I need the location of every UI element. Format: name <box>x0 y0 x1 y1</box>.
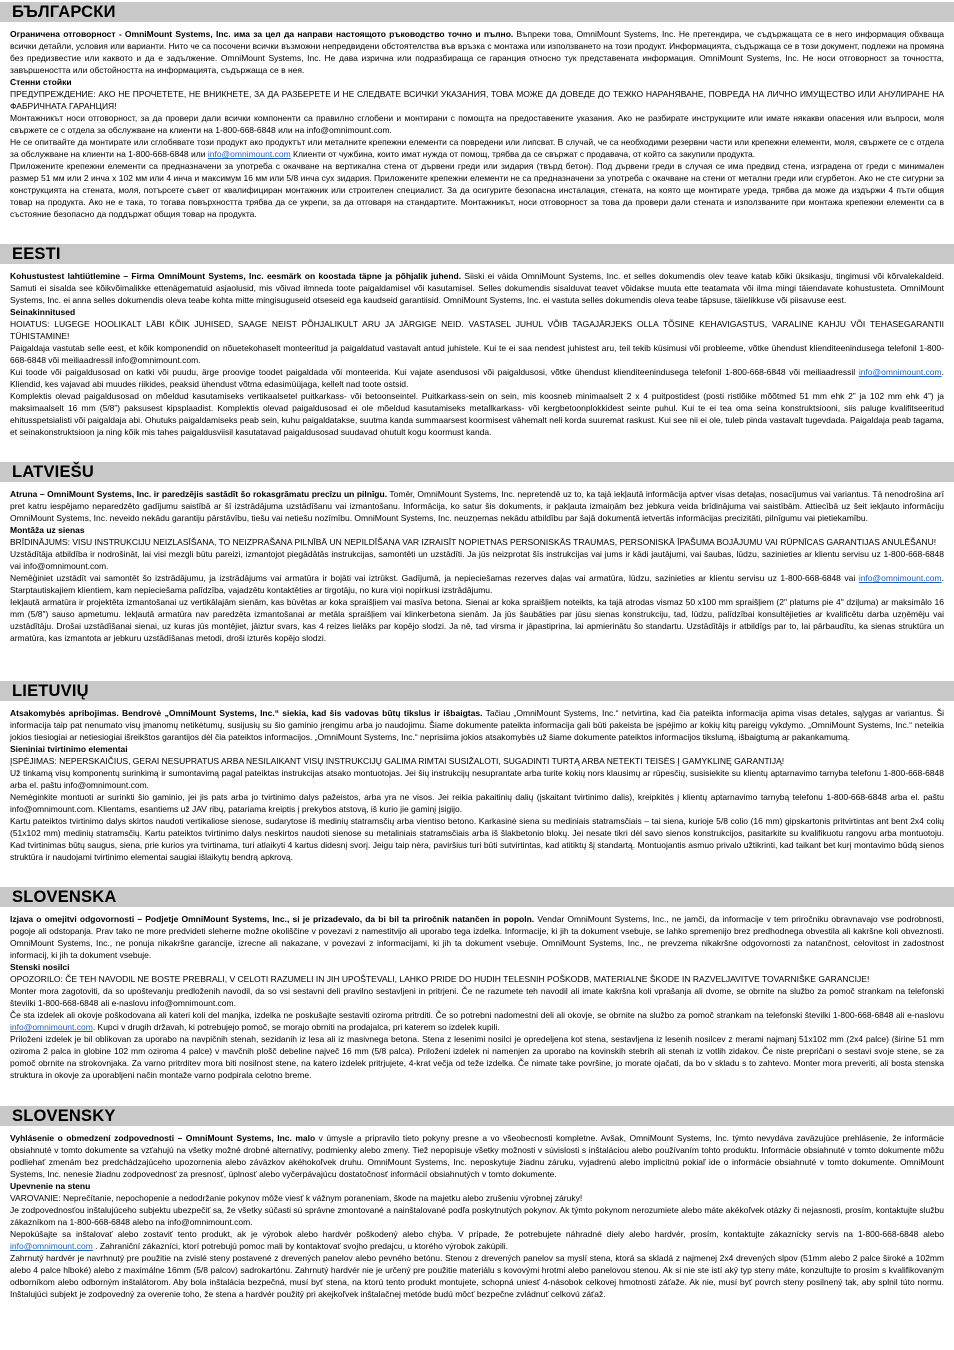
section-subtitle: Sieniniai tvirtinimo elementai <box>10 744 128 754</box>
section-body <box>0 1126 954 1300</box>
disclaimer-paragraph <box>10 707 944 743</box>
disclaimer-text: Tomēr, OmniMount Systems, Inc. nepretendē uz to, ka tajā iekļautā informācija aptver visas detaļas, nosacījumus vai variantus. Tā nenodrošina arī pret katru iespējamo neparedzēto gadījumu saistībā ar šī izstrādājuma uzstādīšanu vai izmantošanu. Informācija, ko satur šis dokuments, ir pakļauta izmaiņām bez jebkura veida brīdinājuma vai saistībām. Attiecībā uz šeit iekļauto informāciju OmniMount Systems, Inc. neveido nekādu garantiju pārstāvību, tiešu vai netiešu nozīmību. OmniMount Systems, Inc. neuzņemas nekādu atbildību par šajā dokumentā ietvertās informācijas precizitāti, pilnīgumu vai pietiekamību. <box>10 489 945 523</box>
parts-text: Nemēģiniet uzstādīt vai samontēt šo izstrādājumu, ja izstrādājums vai armatūra ir bojāti vai iztrūkst. Gadījumā, ja nepieciešamas rezerves daļas vai armatūra, lūdzu, sazinieties ar klientu servisu uz 1-800-668-6848 vai <box>10 573 859 583</box>
parts-text-end: . Starptautiskajiem klientiem, kam nepieciešama palīdzība, vajadzētu kontaktēties ar tirgotāju, no kura viņi nopirkusi izstrādājumu. <box>10 573 944 595</box>
responsibility-paragraph: Uzstādītāja atbildība ir nodrošināt, lai visi mezgli būtu pareizi, izmantojot piegādātās instrukcijas, samontēti un uzstādīti. Ja jūs neizprotat šīs instrukcijas vai jums ir kādi jautājumi, vai šaubas, lūdzu, sazinieties ar klientu servisu uz 1-800-668-6848 vai info@omnimount.com. <box>10 549 944 571</box>
wall-paragraph: Komplektis olevad paigaldusosad on mõeldud kasutamiseks vertikaalsetel puitkarkass- või betoonseintel. Puitkarkass-sein on sein, mis koosneb minimaalselt 2 x 4 puitpostidest (posti ristlõike mõõtmed 51 mm ehk 2” ja 102 mm ehk 4”) ja maksimaalselt 16 mm (5/8”) paksusest kipsplaadist. Komplektis olevad paigaldusosad ei ole mõeldud kasutamiseks metallkarkass- või kergbetoonplokkidest seinte puhul. Kui te ei tea oma seina konstruktsiooni, siis paluge kvalifitseeritud ehitusspetsialisti või paigaldaja abi. Ohutuks paigaldamiseks peab sein, kuhu paigaldatakse, suutma kanda summaarsest koormisest vähemalt neli korda suuremat raskust. Kui see nii ei ole, tuleb pinda vastavalt tugevdada. Paigaldaja peab tagama, et seinakonstruktsioon ja ning kõik mis tahes paigaldusviisil kasutatavad paigaldusosad suudavad ohutult kogu koormust kanda. <box>10 391 944 437</box>
disclaimer-paragraph <box>10 1132 944 1180</box>
section-body <box>0 264 954 438</box>
parts-paragraph <box>10 791 944 815</box>
disclaimer-paragraph <box>10 488 944 524</box>
support-email-link[interactable]: info@omnimount.com <box>10 1022 93 1032</box>
section-subtitle: Стенни стойки <box>10 77 72 87</box>
warning-text: HOIATUS: LUGEGE HOOLIKALT LÄBI KÕIK JUHISED, SAAGE NEIST PÕHJALIKULT ARU JA JÄRGIGE NEID. VASTASEL JUHUL VÕIB TAGAJÄRJEKS OLLA TÕSINE KEHAVIGASTUS, VARALINE KAHJU VÕI TEHASEGARANTII TÜHISTAMINE! <box>10 319 944 341</box>
section-body <box>0 701 954 863</box>
section-body <box>0 22 954 220</box>
disclaimer-text: Siiski ei väida OmniMount Systems, Inc. et selles dokumendis olev teave katab kõiki üksikasju, tingimusi või kõrvalekaldeid. Samuti ei sisalda see kõikvõimalikke ettenägematuid asjaolusid, mis võivad ilmneda toote paigaldamisel või kasutamisel. Selles dokumendis sisalduvat teavet võidakse muuta ette teatamata või ilma mingi täiendavate kohustusteta. OmniMount Systems, Inc. ei anna selles dokumendis oleva teabe kohta mitte mingisuguseid otseseid ega kaudseid garantiisid. OmniMount Systems, Inc. ei vastuta selles dokumendis oleva teabe täpsuse, täielikkuse või piisavuse eest. <box>10 271 944 305</box>
section-header: БЪЛГАРСКИ <box>0 2 954 22</box>
warning-text: BRĪDINĀJUMS: VISU INSTRUKCIJU NEIZLASĪŠANA, TO NEIZPRAŠANA PILNĪBĀ UN NEPILDĪŠANA VAR IZRAISĪT NOPIETNAS PERSONISKĀS TRAUMAS, PERSONISKĀ ĪPAŠUMA BOJĀJUMU VAI RŪPNĪCAS GARANTIJAS ANULĒŠANU! <box>10 537 937 547</box>
parts-text-end: Клиенти от чужбина, които имат нужда от помощ, трябва да се свържат с продавача, от който са закупили продукта. <box>290 149 756 159</box>
support-email-link[interactable]: info@omnimount.com <box>858 367 942 377</box>
disclaimer-text: Vendar OmniMount Systems, Inc., ne jamči, da informacije v tem priročniku obravnavajo vse podrobnosti, pogoje ali odstopanja. Prav tako ne more predvideti slehernе možne okoliščine v povezavi z namestitvijo ali uporabo tega izdelka. Informacije, ki jih ta dokument vsebuje, se lahko spremenijo brez predhodnega obvestila ali kakršne koli obveznosti. OmniMount Systems, Inc., ne ponuja nikakršne garancije, izrecne ali nakazane, v povezavi z informacijami, ki jih ta dokument vsebuje. OmniMount Systems, Inc., ne prevzema nikakršne odgovornosti za natančnost, celovitost in zadostnost informacij, ki jih ta dokument vsebuje. <box>10 914 944 960</box>
section-header: SLOVENSKY <box>0 1106 954 1126</box>
disclaimer-lead: Vyhlásenie o obmedzení zodpovednosti – OmniMount Systems, Inc. malo <box>10 1133 316 1143</box>
parts-text: Nemėginkite montuoti ar surinkti šio gaminio, jei jis pats arba jo tvirtinimo dalys pažeistos, arba yra ne visos. Jei reikia pakaitinių dalių (įskaitant tvirtinimo dalis), kreipkitės į klientų aptarnavimo tarnybą telefonu 1-800-668-6848 arba el. paštu info@omnimount.com. Klientams, esantiems už JAV ribų, patariama kreiptis į prekybos atstovą, iš kurio jie gaminį įsigijo. <box>10 792 944 814</box>
responsibility-paragraph: Už tinkamą visų komponentų surinkimą ir sumontavimą pagal pateiktas instrukcijas atsako montuotojas. Jei šių instrukcijų nesuprantate arba turite kokių nors klausimų ar rūpesčių, susisiekite su klientų aptarnavimo tarnyba telefonu 1-800-668-6848 arba el. paštu info@omnimount.com. <box>10 768 944 790</box>
parts-paragraph <box>10 366 944 390</box>
disclaimer-text: Tačiau „OmniMount Systems, Inc.“ netvirtina, kad čia pateikta informacija apima visas detales, sąlygas ar variantus. Ši informacija taip pat nenumato visų įmanomų netikėtumų, susijusių su šio gaminio įrengimu arba jo naudojimu. Šiame dokumente pateikta informacija gali būti pakeista be įspėjimo ar kokių kitų pareigų vykdymo. „OmniMount Systems, Inc.“ neteikia jokios tiesiogiai ar netiesiogiai išreikštos garantijos dėl čia pateiktos informacijos. „OmniMount Systems, Inc.“ neprisiima jokios atsakomybės už šiame dokumente pateiktos informacijos tikslumą, išbaigtumą ar pakankamumą. <box>10 708 945 742</box>
section-lithuanian <box>0 681 954 863</box>
parts-paragraph <box>10 1009 944 1033</box>
disclaimer-text: Въпреки това, OmniMount Systems, Inc. Не претендира, че съдържащата се в него информация обхваща всички детайли, условия или варианти. Нито че са посочени всички възможни непредвидени обстоятелства във връзка с монтажа или използването на този продукт. Информацията, съдържаща се в този документ, подлежи на промяна без предизвестие или каквото и да е задължение. OmniMount Systems, Inc. Не дава изрична или подразбираща се гаранция относно тук представената информация. OmniMount Systems, Inc. Не носи отговорност за точността, завършеността или обстойността на информацията, съдържаща се в нея. <box>10 29 944 75</box>
warning-text: VAROVANIE: Neprečítanie, nepochopenie a nedodržanie pokynov môže viesť k vážnym poraneniam, škode na majetku alebo zrušeniu výrobnej záruky! <box>10 1193 583 1203</box>
parts-text: Kui toode või paigaldusosad on katki või puudu, ärge proovige toodet paigaldada või monteerida. Kui vajate asendusosi või paigaldusosi, võtke ühendust klienditeenindusega telefonil 1-800-668-6848 või meiliaadressil <box>10 367 859 377</box>
section-body <box>0 482 954 644</box>
parts-text-end: . Kupci v drugih državah, ki potrebujejo pomoč, se morajo obrniti na prodajalca, pri katerem so izdelek kupili. <box>92 1022 500 1032</box>
disclaimer-text: v úmysle a pripravilo tieto pokyny presne a vo všeobecnosti kompletne. Avšak, OmniMount Systems, Inc. týmto nevydáva zaväzujúce prehlásenie, že informácie obsiahnuté v tomto dokumente sa vzťahujú na všetky možné drobné alternatívy, podmienky alebo zmeny. Tiež nepopisuje všetky možnosti v súvislosti s inštaláciou alebo používaním tohto produktu. Informácie obsiahnuté v tomto dokumente môžu podliehať zmenám bez predchádzajúceho upozornenia alebo záväzkov akéhokoľvek druhu. OmniMount Systems, Inc. neposkytuje žiadnu záruku, vyjadrenú alebo implicitnú pokiaľ ide o informácie obsiahnuté v tomto dokumente. OmniMount Systems, Inc. nenesie žiadnu zodpovednosť za presnosť, úplnosť alebo vyčerpávajúcu dostatočnosť informácií obsiahnutých v tomto dokumente. <box>10 1133 944 1179</box>
responsibility-paragraph: Монтажникът носи отговорност, за да провери дали всички компоненти са правилно сглобени и монтирани с помощта на предоставените указания. Ако не разбирате инструкциите или имате някакви опасения или въпроси, моля свържете се с отдела за обслужване на клиенти на 1-800-668-6848 или на info@omnimount.com. <box>10 113 944 135</box>
parts-text: Не се опитвайте да монтирате или сглобявате този продукт ако продуктът или металните крепежни елементи са повредени или липсват. В случай, че са необходими резервни части или крепежни елементи, моля, свържете се с отдела за обслужване на клиенти на 1-800-668-6848 или <box>10 137 944 159</box>
section-slovenian <box>0 887 954 1081</box>
warning-text: ПРЕДУПРЕЖДЕНИЕ: АКО НЕ ПРОЧЕТЕТЕ, НЕ ВНИКНЕТЕ, ЗА ДА РАЗБЕРЕТЕ И НЕ СЛЕДВАТЕ ВСИЧКИ УКАЗАНИЯ, ТОВА МОЖЕ ДА ДОВЕДЕ ДО ТЕЖКО НАРАНЯВАНЕ, ПОВРЕДА НА ЛИЧНО ИМУЩЕСТВО ИЛИ АНУЛИРАНЕ НА ФАБРИЧНАТА ГАРАНЦИЯ! <box>10 89 944 111</box>
wall-paragraph: Priloženi izdelek je bil oblikovan za uporabo na navpičnih stenah, sezidanih iz lesa ali iz masivnega betona. Stena z lesenimi nosilci je opredeljena kot stena, sestavljena iz lesenih nosilcev z merami najmanj 51x102 mm (2x4 palce) (širine 51 mm oziroma 2 palca in globine 102 mm oziroma 4 palce) v mavčnih plošč debeline največ 16 mm (5/8 palca). Priloženi izdelek ni namenjen za uporabo na kovinskih stebrih ali stenah iz votlih zidakov. Če niste prepričani o sestavi svoje stene, se za pomoč obrnite na strokovnjaka. Za varno pritrditev mora biti nosilnost stene, na katero izdelek pritrjujete, 4-krat večja od teže izdelka. Če nimate take površine, jo morate ojačati, da bo v skladu s to zahtevo. Monter mora preveriti, ali bosta stenska struktura in okovje za uporabljeni način montaže varno podpirala celotno breme. <box>10 1034 944 1080</box>
section-subtitle: Stenski nosilci <box>10 962 70 972</box>
disclaimer-paragraph <box>10 913 944 961</box>
disclaimer-lead: Ограничена отговорност - OmniMount Systems, Inc. има за цел да направи настоящото ръководство точно и пълно. <box>10 29 514 39</box>
section-header: LIETUVIŲ <box>0 681 954 701</box>
disclaimer-lead: Izjava o omejitvi odgovornosti – Podjetje OmniMount Systems, Inc., si je prizadevalo, da bi bil ta priročnik natančen in popoln. <box>10 914 535 924</box>
section-body <box>0 907 954 1081</box>
section-bulgarian <box>0 2 954 220</box>
wall-paragraph: Kartu pateiktos tvirtinimo dalys skirtos naudoti vertikaliose sienose, sudarytose iš medinių statramsčių arba vientiso betono. Karkasinė siena su mediniais statramsčiais – tai siena, kurioje 5/8 colio (16 mm) gipskartonis pritvirtintas ant bent 2x4 colių (51x102 mm) medinių statramsčių. Kartu pateiktos tvirtinimo dalys neskirtos naudoti sienose su metaliniais statramsčiais arba iš šlakbetonio blokų. Jei nesate tikri dėl savo sienos konstrukcijos, pasitarkite su kvalifikuotu rangovu arba montuotoju. Kad tvirtinimas būtų saugus, siena, prie kurios yra tvirtinama, turi atlaikyti 4 kartus didesnį svorį. Jeigu taip nėra, paviršius turi būti sutvirtintas, kad atitiktų šį standartą. Montuojantis asmuo privalo užtikrinti, kad taikant bet kurį montavimo būdą sienos struktūra ir naudojami tvirtinimo elementai saugiai išlaikytų bendrą apkrovą. <box>10 816 944 862</box>
parts-paragraph <box>10 136 944 160</box>
wall-paragraph: Приложените крепежни елементи са предназначени за употреба с окачване на вертикална стена от дървени греди или зидария (твърд бетон). Под дървени греди в случая се има предвид стена, изградена от греди с минимален размер 51 мм или 2 инча х 102 мм или 4 инча и максимум 16 мм или 5/8 инча сух зидария. Приложените крепежни елементи не са предназначени за употреба с окачване на стени от метални греди или сгурбетон. Ако не сте сигурни за конструкцията на стената, моля, потърсете съвет от квалифициран монтажник или строителен специалист. За да осигурите безопасна инсталация, стената, на която ще монтирате уреда, трябва да може да издържи 4 пъти общия товар на продукта. Ако не е така, то тогава повърхността трябва да се укрепи, за да отговаря на стандартите. Монтажникът, носи отговорност за това да провери дали стената и използваните при монтажа крепежни елементи са в състояние безопасно да поддържат общия товар на продукта. <box>10 161 944 219</box>
disclaimer-lead: Kohustustest lahtiütlemine – Firma OmniMount Systems, Inc. eesmärk on koostada täpne ja põhjalik juhend. <box>10 271 462 281</box>
warning-text: ĮSPĖJIMAS: NEPERSKAIČIUS, GERAI NESUPRATUS ARBA NESILAIKANT VISŲ INSTRUKCIJŲ GALIMA RIMTAI SUSIŽALOTI, SUGADINTI TURTĄ ARBA NETEKTI TEISĖS Į GAMYKLINĘ GARANTIJĄ! <box>10 756 785 766</box>
disclaimer-lead: Atsakomybės apribojimas. Bendrovė „OmniMount Systems, Inc.“ siekia, kad šis vadovas būtų tikslus ir išbaigtas. <box>10 708 483 718</box>
responsibility-paragraph: Monter mora zagotoviti, da so upoštevanju predloženih navodil, da so vsi sestavni deli pravilno sestavljeni in pritrjeni. Če ne razumete teh navodil ali imate kakršna koli vprašanja ali dvome, se obrnite na službo za pomoč strankam na telefonski številki 1-800-668-6848 ali e-naslovu info@omnimount.com. <box>10 986 944 1008</box>
section-header: SLOVENSKA <box>0 887 954 907</box>
section-subtitle: Montāža uz sienas <box>10 525 85 535</box>
section-slovak <box>0 1106 954 1300</box>
section-subtitle: Upevnenie na stenu <box>10 1181 91 1191</box>
parts-text: Če sta izdelek ali okovje poškodovana ali kateri koli del manjka, izdelka ne poskušajte sestaviti oziroma pritrditi. Če so potrebni nadomestni deli ali okovje, se obrnite na službo za pomoč strankam na telefonski številki 1-800-668-6848 ali e-naslovu <box>10 1010 944 1020</box>
warning-text: OPOZORILO: ČE TEH NAVODIL NE BOSTE PREBRALI, V CELOTI RAZUMELI IN JIH UPOŠTEVALI, LAHKO PRIDE DO HUDIH TELESNIH POŠKODB, MATERIALNE ŠKODE IN RAZVELJAVITVE TOVARNIŠKE GARANCIJE! <box>10 974 870 984</box>
wall-paragraph: Iekļautā armatūra ir projektēta izmantošanai uz vertikālajām sienām, kas būvētas ar koka spraišļiem vai masīva betona. Sienai ar koka spraišļiem noteikts, ka tajā atrodas vismaz 50 x100 mm spraišļiem (2" platums pie 4" dziļuma) ar maksimālo 16 mm (5/8") sauso apmetumu. Iekļautā armatūra nav paredzēta izmantošanai ar metāla spraišļiem vai klinkerbetona sienām. Ja jūs šaubāties par jūsu sienas konstrukciju, tad, lūdzu, palīdzībai konsultējieties ar kvalificētu darba uzņēmēju vai uzstādītāju. Drošai uzstādīšanai sienai, uz kuras jūs montējiet, jāiztur svars, kas 4 reizes lielāks par kopējo slodzi. Ja nē, tad virsma ir jāpastiprina, lai apmierinātu šo standartu. Uzstādītājs ir atbildīgs par to, lai pārbaudītu, ka sienas struktūra un armatūra, kas izmantota ar jebkuru uzstādīšanas metodi, droši izturēs kopējo slodzi. <box>10 597 944 643</box>
wall-paragraph: Zahrnutý hardvér je navrhnutý pre použitie na zvislé steny postavené z drevených panelov alebo pevného betónu. Stenou z drevených panelov sa myslí stena, ktorá sa skladá z najmenej 2x4 drevených slpov (51mm alebo 2 palce široké a 102mm alebo 4 palce hlboké) alebo z maximálne 16mm (5/8 palcov) sadrokartónu. Zahrnutý hardvér nie je určený pre použitie materiálu s kovovými hrotmi alebo panelovou stenou. Ak si nie ste istí aký typ steny máte, konzultujte to prosím s kvalifikovaným odborníkom alebo odborným inštalátorom. Aby bola inštalácia bezpečná, musí byť stena, na ktorú tento produkt montujete, schopná uniesť 4-násobok celkovej hmotnosti záťaže. Ak nie, musí byť povrch steny posilnený tak, aby splnil túto normu. Inštalujúci subjekt je zodpovedný za overenie toho, že stena a hardvér použitý pri akejkoľvek inštalačnej metóde budú môcť bezpečne zvládnuť celkovú záťaž. <box>10 1253 944 1299</box>
support-email-link[interactable]: info@omnimount.com <box>207 149 291 159</box>
parts-text: Nepokúšajte sa inštalovať alebo zostaviť tento produkt, ak je výrobok alebo hardvér poškodený alebo chýba. V prípade, že potrebujete náhradné diely alebo hardvér, prosím, kontaktujte zákaznícky servis na 1-800-668-6848 alebo <box>10 1229 944 1239</box>
disclaimer-paragraph <box>10 270 944 306</box>
parts-paragraph <box>10 1228 944 1252</box>
support-email-link[interactable]: info@omnimount.com <box>10 1241 93 1251</box>
section-header: EESTI <box>0 244 954 264</box>
parts-text-end: . Kliendid, kes vajavad abi muudes riikides, peaksid ühendust võtma edasimüüjaga, kellelt nad toote ostsid. <box>10 367 944 389</box>
section-estonian <box>0 244 954 438</box>
disclaimer-lead: Atruna – OmniMount Systems, Inc. ir paredzējis sastādīt šo rokasgrāmatu precīzu un pilnīgu. <box>10 489 388 499</box>
responsibility-paragraph: Je zodpovednosťou inštalujúceho subjektu ubezpečiť sa, že všetky súčasti sú správne zmontované a nainštalované podľa poskytnutých pokynov. Ak týmto pokynom nerozumiete alebo máte akékoľvek otázky či nejasnosti, prosím, kontaktujte službu zákazníkom na 1-800-668-6848 alebo na info@omnimount.com. <box>10 1205 944 1227</box>
section-subtitle: Seinakinnitused <box>10 307 76 317</box>
parts-text-end: . Zahraniční zákazníci, ktorí potrebujú pomoc mali by kontaktovať svojho predajcu, u ktorého výrobok zakúpili. <box>92 1241 508 1251</box>
disclaimer-paragraph <box>10 28 944 76</box>
support-email-link[interactable]: info@omnimount.com <box>858 573 942 583</box>
section-header: LATVIEŠU <box>0 462 954 482</box>
section-latvian <box>0 462 954 644</box>
responsibility-paragraph: Paigaldaja vastutab selle eest, et kõik komponendid on nõuetekohaselt monteeritud ja paigaldatud vastavalt antud juhistele. Kui te ei saa nendest juhistest aru, teil tekib küsimusi või probleeme, võtke ühendust klienditeenindusega telefonil 1-800-668-6848 või meiliaadressil info@omnimount.com. <box>10 343 944 365</box>
parts-paragraph <box>10 572 944 596</box>
